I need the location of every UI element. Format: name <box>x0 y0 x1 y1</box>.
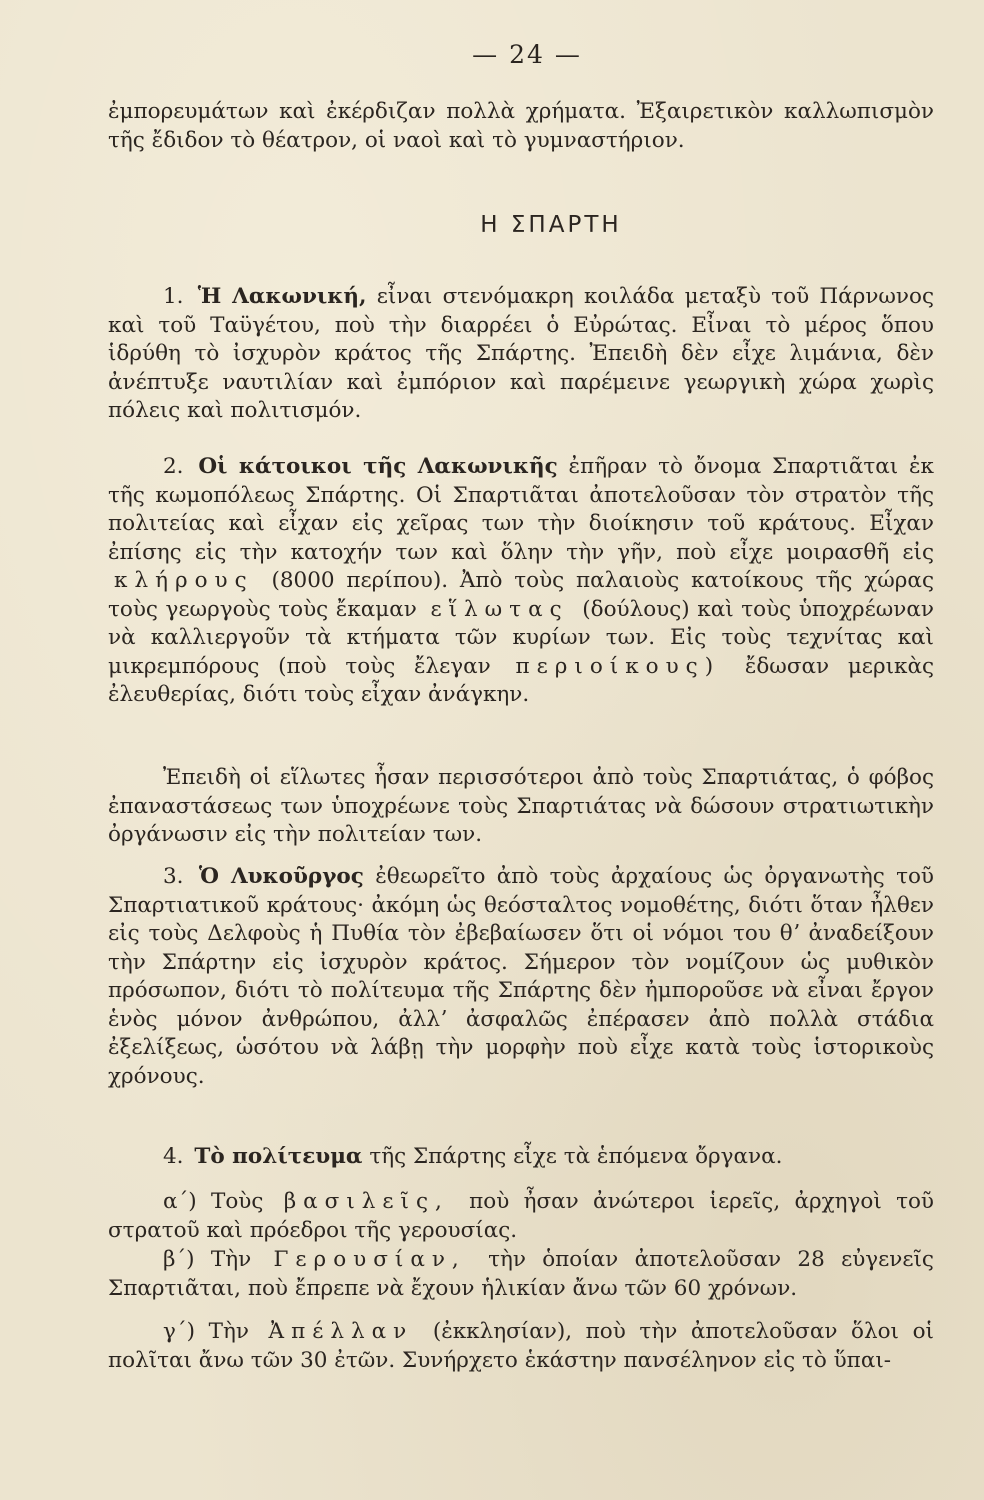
section-2-text-d: ἔδωσαν μερικὰς ἐλευθερίας, διότι τοὺς εἶχαν ἀνάγκην. <box>108 653 935 707</box>
section-4-paragraph <box>108 1143 934 1172</box>
section-2-text-b: (8000 περίπου). Ἀπὸ τοὺς παλαιοὺς κατοίκους τῆς χώρας τοὺς γεωργοὺς τοὺς ἔκαμαν <box>108 568 934 622</box>
page-number: — 24 — <box>472 40 582 69</box>
section-1-keyword: Ἡ Λακωνική, <box>197 284 367 309</box>
item-c-label: γ΄) <box>163 1319 195 1344</box>
item-a-text: ποὺ ἦσαν ἀνώτεροι ἱερεῖς, ἀρχηγοὶ τοῦ στρατοῦ καὶ πρόεδροι τῆς γερουσίας. <box>108 1189 934 1243</box>
section-2 <box>108 453 934 710</box>
section-1 <box>108 283 934 426</box>
item-b-text: τὴν ὁποίαν ἀποτελοῦσαν 28 εὐγενεῖς Σπαρτιᾶται, ποὺ ἔπρεπε νὰ ἔχουν ἡλικίαν ἄνω τῶν 60 χρόνων. <box>108 1247 934 1301</box>
item-a-paragraph <box>108 1188 934 1245</box>
section-3-number: 3. <box>163 864 184 889</box>
section-2-continuation <box>108 764 934 850</box>
item-c-pre: Τὴν <box>208 1319 249 1344</box>
section-2-text-a: ἐπῆραν τὸ ὄνομα Σπαρτιᾶται ἐκ τῆς κωμοπόλεως Σπάρτης. Οἱ Σπαρτιᾶται ἀποτελοῦσαν τὸν στρατὸν τῆς πολιτείας καὶ εἶχαν εἰς χεῖρας των τὴν διοίκησιν τοῦ κράτους. Εἶχαν ἐπίσης εἰς τὴν κατοχήν των καὶ ὅλην τὴν γῆν, ποὺ εἶχε μοιρασθῆ εἰς <box>108 454 934 565</box>
section-3-text: ἐθεωρεῖτο ἀπὸ τοὺς ἀρχαίους ὡς ὀργανωτὴς τοῦ Σπαρτιατικοῦ κράτους· ἀκόμη ὡς θεόσταλτος νομοθέτης, διότι ὅταν ἦλθεν εἰς τοὺς Δελφοὺς ἡ Πυθία τὸν ἐβεβαίωσεν ὅτι οἱ νόμοι του θʼ ἀναδείξουν τὴν Σπάρτην εἰς ἰσχυρὸν κράτος. Σήμερον τὸν νομίζουν ὡς μυθικὸν πρόσωπον, διότι τὸ πολίτευμα τῆς Σπάρτης δὲν ἠμποροῦσε νὰ εἶναι ἔργον ἑνὸς μόνον ἀνθρώπου, ἀλλʼ ἀσφαλῶς ἐπέρασεν ἀπὸ πολλὰ στάδια ἐξελίξεως, ὡσότου νὰ λάβῃ τὴν μορφὴν ποὺ εἶχε κατὰ τοὺς ἱστορικοὺς χρόνους. <box>108 864 934 1089</box>
item-b-label: β΄) <box>163 1247 195 1272</box>
term-perioikous: περιοίκους) <box>515 653 721 679</box>
intro-paragraph <box>108 98 934 155</box>
section-4-number: 4. <box>163 1144 184 1169</box>
term-apella: Ἀπέλλαν <box>268 1319 414 1344</box>
section-1-text: εἶναι στενόμακρη κοιλάδα μεταξὺ τοῦ Πάρνωνος καὶ τοῦ Ταϋγέτου, ποὺ τὴν διαρρέει ὁ Εὐρώτας. Εἶναι τὸ μέρος ὅπου ἱδρύθη τὸ ἰσχυρὸν κράτος τῆς Σπάρτης. Ἐπειδὴ δὲν εἶχε λιμάνια, δὲν ἀνέπτυξε ναυτιλίαν καὶ ἐμπόριον καὶ παρέμεινε γεωργικὴ χώρα χωρὶς πόλεις καὶ πολιτισμόν. <box>108 284 934 423</box>
list-item-b <box>108 1246 934 1303</box>
section-2-text-c: (δούλους) καὶ τοὺς ὑποχρέωναν νὰ καλλιεργοῦν τὰ κτήματα τῶν κυρίων των. Εἰς τοὺς τεχνίτας καὶ μικρεμπόρους (ποὺ τοὺς ἔλεγαν <box>108 596 934 679</box>
section-1-number: 1. <box>163 284 184 309</box>
item-c-text: (ἐκκλησίαν), ποὺ τὴν ἀποτελοῦσαν ὅλοι οἱ πολῖται ἄνω τῶν 30 ἐτῶν. Συνήρχετο ἑκάστην πανσέληνον εἰς τὸ ὕπαι- <box>108 1319 934 1373</box>
section-1-paragraph <box>108 283 934 426</box>
item-c-paragraph <box>108 1318 934 1375</box>
section-2-text-e: Ἐπειδὴ οἱ εἵλωτες ἦσαν περισσότεροι ἀπὸ τοὺς Σπαρτιάτας, ὁ φόβος ἐπαναστάσεως των ὑποχρέωνε τοὺς Σπαρτιάτας νὰ δώσουν στρατιωτικὴν ὀργάνωσιν εἰς τὴν πολιτείαν των. <box>108 765 934 847</box>
section-4-keyword: Τὸ πολίτευμα <box>194 1144 363 1169</box>
section-3 <box>108 863 934 1091</box>
section-3-keyword: Ὁ Λυκοῦργος <box>198 864 364 889</box>
section-2-paragraph <box>108 453 934 710</box>
term-heilotas: εἵλωτας <box>430 596 569 622</box>
section-2-keyword: Οἱ κάτοικοι τῆς Λακωνικῆς <box>198 454 558 479</box>
intro-text: ἐμπορευμάτων καὶ ἐκέρδιζαν πολλὰ χρήματα. Ἐξαιρετικὸν καλλωπισμὸν τῆς ἔδιδον τὸ θέατρον, οἱ ναοὶ καὶ τὸ γυμναστήριον. <box>108 99 934 153</box>
item-a-pre: Τοὺς <box>210 1189 264 1214</box>
list-item-c <box>108 1318 934 1375</box>
chapter-title: Η ΣΠΑΡΤΗ <box>480 212 622 238</box>
item-a-label: α΄) <box>163 1189 197 1214</box>
section-2-number: 2. <box>163 454 184 479</box>
term-gerousia: Γερουσίαν, <box>273 1247 466 1272</box>
item-b-paragraph <box>108 1246 934 1303</box>
section-3-paragraph <box>108 863 934 1091</box>
item-b-pre: Τὴν <box>210 1247 252 1272</box>
list-item-a <box>108 1188 934 1245</box>
term-klerous: κλήρους <box>114 568 254 593</box>
section-4 <box>108 1143 934 1172</box>
section-4-text: τῆς Σπάρτης εἶχε τὰ ἑπόμενα ὄργανα. <box>369 1144 783 1169</box>
term-basileis: βασιλεῖς, <box>283 1189 449 1214</box>
